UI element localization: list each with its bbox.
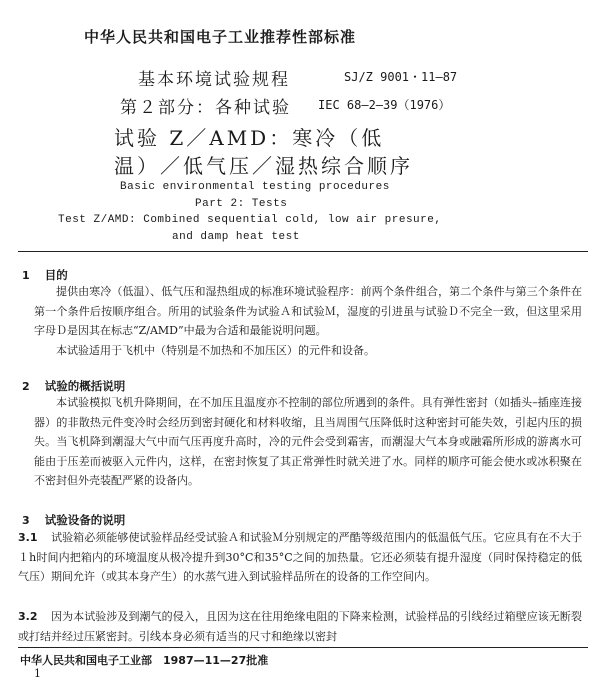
subsection-text: 试验箱必须能够使试验样品经受试验Ａ和试验Ｍ分别规定的严酷等级范围内的低温低气压。它应具有在不大于１h时间内把箱内的环境温度从极冷提升到30°C和35°C之间的加热量。它还必须装有提升湿度（同时保持稳定的低气压）期间允许（或其本身产生）的水蒸气进入到试验样品所在的设备的工作空间内。: [18, 531, 582, 583]
section-number: 3: [22, 514, 30, 527]
title-english-line-2: Part 2: Tests: [195, 198, 288, 210]
subsection-number: 3.2: [18, 610, 38, 623]
paragraph: 本试验模拟飞机升降期间，在不加压且温度亦不控制的部位所遇到的条件。具有弹性密封（如插头–插座连接器）的非散热元件变冷时会经历到密封硬化和材料收缩，且当周围气压降低时这种密封可能失效，引起内压的损失。当飞机降到潮湿大气中而气压再度升高时，冷的元件会受到霜害，而潮湿大气本身或融霜所形成的游离水可能由于压差而被驱入元件内，这样，在密封恢复了其正常弹性时就关进了水。同样的顺序可能会使水或冰积聚在不密封但外壳装配严紧的设备内。: [34, 396, 582, 487]
title-chinese-line-3: 试验 Z／AMD：寒冷（低: [114, 126, 385, 150]
section-number: 2: [22, 380, 30, 393]
section-title: 试验设备的说明: [44, 513, 126, 527]
approval-line: 中华人民共和国电子工业部 1987—11—27批准: [20, 654, 269, 667]
standard-code: SJ/Z 9001・11—87: [344, 70, 458, 84]
title-chinese-line-4: 温）／低气压／湿热综合顺序: [114, 154, 413, 178]
subsection-3-1: [18, 528, 582, 587]
title-english-line-1: Basic environmental testing procedures: [120, 181, 390, 193]
header-rule: [18, 251, 588, 252]
subsection-3-2: [18, 607, 582, 646]
iec-code: IEC 68—2—39（1976）: [318, 98, 451, 112]
title-english-line-3: Test Z/AMD: Combined sequential cold, low air presure,: [58, 214, 442, 226]
issuing-authority-header: 中华人民共和国电子工业推荐性部标准: [84, 28, 357, 46]
section-title: 试验的概括说明: [44, 379, 126, 393]
subsection-text: 因为本试验涉及到潮气的侵入，且因为这在往用绝缘电阻的下降来检测，试验样品的引线经过箱壁应该无断裂或打结并经过压紧密封。引线本身必须有适当的尺寸和绝缘以密封: [18, 610, 582, 643]
section-title: 目的: [44, 268, 68, 282]
paragraph: 本试验适用于飞机中（特别是不加热和不加压区）的元件和设备。: [56, 344, 375, 357]
title-chinese-line-1: 基本环境试验规程: [138, 70, 290, 90]
title-english-line-4: and damp heat test: [172, 231, 300, 243]
title-chinese-line-2: 第２部分：各种试验: [120, 98, 291, 118]
section-heading: [22, 375, 125, 394]
subsection-number: 3.1: [18, 531, 38, 544]
section-number: 1: [22, 269, 30, 282]
paragraph: 提供由寒冷（低温）、低气压和湿热组成的标准环境试验程序：前两个条件组合，第二个条件与第三个条件在第一个条件后按顺序组合。所用的试验条件为试验Ａ和试验Ｍ，湿度的引进虽与试验Ｄ不完全一致，但这里采用字母Ｄ是因其在标志“Z/AMD”中最为合适和最能说明问题。: [34, 285, 582, 337]
section-heading: [22, 509, 125, 528]
section-heading: [22, 264, 68, 283]
page-number: 1: [34, 667, 41, 680]
footer-rule: [18, 647, 588, 648]
